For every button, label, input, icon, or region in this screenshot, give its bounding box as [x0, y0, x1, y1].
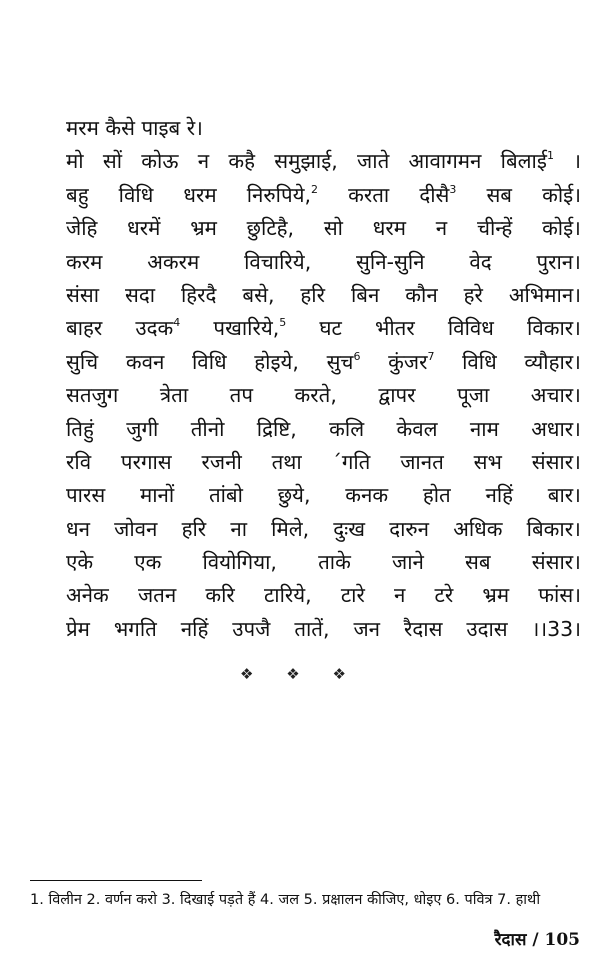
- verse-word: कहै: [228, 149, 255, 174]
- verse-word: धन: [66, 516, 90, 541]
- verse-word: उदास: [466, 616, 508, 641]
- verse-word: संसा: [66, 282, 100, 307]
- verse-word: मिले,: [271, 516, 310, 541]
- verse-word: होइये,: [254, 349, 299, 374]
- verse-word: तप: [229, 383, 254, 408]
- verse-word: नहिं: [485, 483, 514, 508]
- verse-word: करि: [205, 583, 235, 608]
- verse-word: सतजुग: [66, 383, 119, 408]
- footnote-marker: 5: [279, 316, 287, 330]
- verse-word: पुरान।: [536, 249, 581, 274]
- verse-word: कौन: [405, 282, 438, 307]
- verse-word: ।।33।: [531, 616, 581, 641]
- footnote-marker: 7: [427, 349, 435, 363]
- verse-word: जानत: [400, 449, 444, 474]
- verse-word: ताके: [318, 550, 351, 575]
- verse-word: बिकार।: [526, 516, 581, 541]
- verse-word: बसे,: [242, 282, 275, 307]
- verse-word: आवागमन: [408, 149, 482, 174]
- verse-word: विधि: [118, 182, 154, 207]
- verse-word: दुःख: [333, 516, 366, 541]
- verse-word: दीसै$^3$: [419, 182, 457, 207]
- verse-word: अभिमान।: [508, 282, 581, 307]
- verse-word: उपजै: [232, 616, 271, 641]
- verse-word: पारस: [66, 483, 106, 508]
- verse-word: अचार।: [530, 383, 581, 408]
- verse-line: [66, 212, 581, 245]
- verse-word: रवि: [66, 449, 92, 474]
- verse-word: कुंजर$^7$: [388, 349, 435, 374]
- verse-word: जाते: [357, 149, 390, 174]
- verse-word: करता: [348, 182, 390, 207]
- verse-word: बहु: [66, 182, 89, 207]
- verse-word: जेहि: [66, 216, 98, 241]
- verse-word: न: [435, 216, 448, 241]
- verse-line: [66, 513, 581, 546]
- verse-word: अधिक: [453, 516, 503, 541]
- verse-word: त्रेता: [159, 383, 189, 408]
- verse-word: सों: [102, 149, 123, 174]
- verse-line: [66, 112, 581, 145]
- verse-word: धरम: [372, 216, 407, 241]
- verse-word: सुचि: [66, 349, 99, 374]
- verse-line: [66, 613, 581, 646]
- verse-word: दारुन: [389, 516, 430, 541]
- verse-word: तिहुं: [66, 416, 94, 441]
- verse-word: अनेक: [66, 583, 109, 608]
- verse-word: सुच$^6$: [326, 349, 361, 374]
- verse-word: रैदास: [403, 616, 443, 641]
- verse-word: प्रेम: [66, 616, 90, 641]
- verse-word: विधि: [462, 349, 497, 374]
- verse-word: समुझाई,: [274, 149, 338, 174]
- verse-word: करते,: [294, 383, 337, 408]
- verse-word: बाहर: [66, 316, 103, 341]
- verse-word: उदक$^4$: [135, 316, 181, 341]
- verse-word: विकार।: [527, 316, 581, 341]
- verse-word: हरि: [300, 282, 325, 307]
- verse-word: अकरम: [147, 249, 200, 274]
- verse-word: हरि: [181, 516, 207, 541]
- verse-word: ˊगति: [331, 449, 371, 474]
- footnote-divider: [30, 880, 202, 881]
- verse-word: तथा: [271, 449, 302, 474]
- verse-word: तांबो: [208, 483, 243, 508]
- verse-word: मानों: [139, 483, 175, 508]
- verse-word: जुगी: [126, 416, 159, 441]
- verse-word: परगास: [120, 449, 172, 474]
- verse-word: फांस।: [538, 583, 581, 608]
- verse-word: जोवन: [114, 516, 158, 541]
- verse-word: पूजा: [457, 383, 490, 408]
- verse-word: ना: [230, 516, 247, 541]
- verse-word: विचारिये,: [244, 249, 312, 274]
- verse-word: पखारिये,$^5$: [213, 316, 287, 341]
- verse-word: भ्रम: [190, 216, 217, 241]
- verse-line: [66, 579, 581, 612]
- verse-word: द्रिष्टि,: [256, 416, 297, 441]
- verse-word: बिन: [350, 282, 380, 307]
- verse-word: सब: [465, 550, 491, 575]
- verse-word: टारिये,: [263, 583, 312, 608]
- footnote-marker: 4: [173, 316, 181, 330]
- verse-word: करम: [66, 249, 103, 274]
- footnotes: 1. विलीन 2. वर्णन करो 3. दिखाई पड़ते हैं 4. जल 5. प्रक्षालन कीजिए, धोइए 6. पवित्र 7. हाथी: [30, 892, 541, 908]
- verse-word: नहिं: [180, 616, 209, 641]
- poem-verses: [66, 112, 581, 646]
- verse-word: टारे: [340, 583, 365, 608]
- verse-word: नाम: [469, 416, 499, 441]
- verse-word: धरम: [183, 182, 217, 207]
- verse-word: टरे: [434, 583, 454, 608]
- verse-line: [66, 346, 581, 379]
- verse-word: तातें,: [294, 616, 330, 641]
- verse-word: छुटिहै,: [246, 216, 295, 241]
- verse-word: धरमें: [127, 216, 161, 241]
- verse-line: [66, 279, 581, 312]
- verse-word: चीन्हें: [476, 216, 513, 241]
- verse-word: संसार।: [531, 550, 581, 575]
- verse-line: [66, 246, 581, 279]
- verse-word: होत: [422, 483, 451, 508]
- footnote-marker: 2: [311, 182, 319, 196]
- verse-word: सुनि-सुनि: [356, 249, 425, 274]
- verse-word: मरम कैसे पाइब रे।: [66, 116, 203, 140]
- verse-word: सदा: [124, 282, 156, 307]
- verse-word: द्वापर: [378, 383, 416, 408]
- verse-word: छुये,: [277, 483, 311, 508]
- verse-word: हरे: [463, 282, 483, 307]
- verse-word: जाने: [391, 550, 424, 575]
- verse-word: कोई।: [542, 216, 581, 241]
- verse-line: [66, 312, 581, 345]
- verse-line: [66, 145, 581, 178]
- verse-line: [66, 179, 581, 212]
- verse-line: [66, 446, 581, 479]
- verse-word: जतन: [137, 583, 177, 608]
- verse-word: ।: [573, 149, 581, 174]
- verse-word: विविध: [447, 316, 494, 341]
- section-ornament: ❖ ❖ ❖: [240, 665, 360, 683]
- verse-word: घट: [319, 316, 342, 341]
- verse-word: एक: [134, 550, 162, 575]
- verse-line: [66, 479, 581, 512]
- verse-word: वियोगिया,: [202, 550, 277, 575]
- verse-word: कनक: [345, 483, 389, 508]
- verse-word: भीतर: [374, 316, 415, 341]
- verse-word: रजनी: [201, 449, 242, 474]
- page-footer: रैदास / 105: [494, 930, 580, 950]
- verse-word: भगति: [113, 616, 157, 641]
- verse-word: जन: [353, 616, 381, 641]
- verse-word: एके: [66, 550, 94, 575]
- verse-word: अधार।: [531, 416, 581, 441]
- verse-word: निरुपिये,$^2$: [246, 182, 319, 207]
- verse-word: सभ: [473, 449, 502, 474]
- verse-word: कोई।: [542, 182, 581, 207]
- footnote-marker: 1: [546, 149, 554, 163]
- verse-word: हिरदै: [180, 282, 217, 307]
- verse-word: न: [197, 149, 210, 174]
- verse-word: वेद: [469, 249, 492, 274]
- verse-word: भ्रम: [482, 583, 510, 608]
- verse-word: बार।: [547, 483, 581, 508]
- verse-word: कवन: [125, 349, 165, 374]
- verse-word: बिलाई$^1$: [500, 149, 554, 174]
- verse-line: [66, 379, 581, 412]
- footnote-marker: 6: [353, 349, 361, 363]
- verse-word: न: [394, 583, 406, 608]
- verse-word: केवल: [396, 416, 438, 441]
- verse-word: व्यौहार।: [524, 349, 581, 374]
- verse-word: तीनो: [190, 416, 225, 441]
- verse-word: विधि: [192, 349, 227, 374]
- verse-word: मो: [66, 149, 84, 174]
- footnote-marker: 3: [449, 182, 457, 196]
- verse-word: कोऊ: [141, 149, 179, 174]
- verse-word: संसार।: [531, 449, 581, 474]
- verse-word: कलि: [329, 416, 365, 441]
- verse-word: सब: [486, 182, 513, 207]
- verse-line: [66, 413, 581, 446]
- verse-line: [66, 546, 581, 579]
- verse-word: सो: [323, 216, 343, 241]
